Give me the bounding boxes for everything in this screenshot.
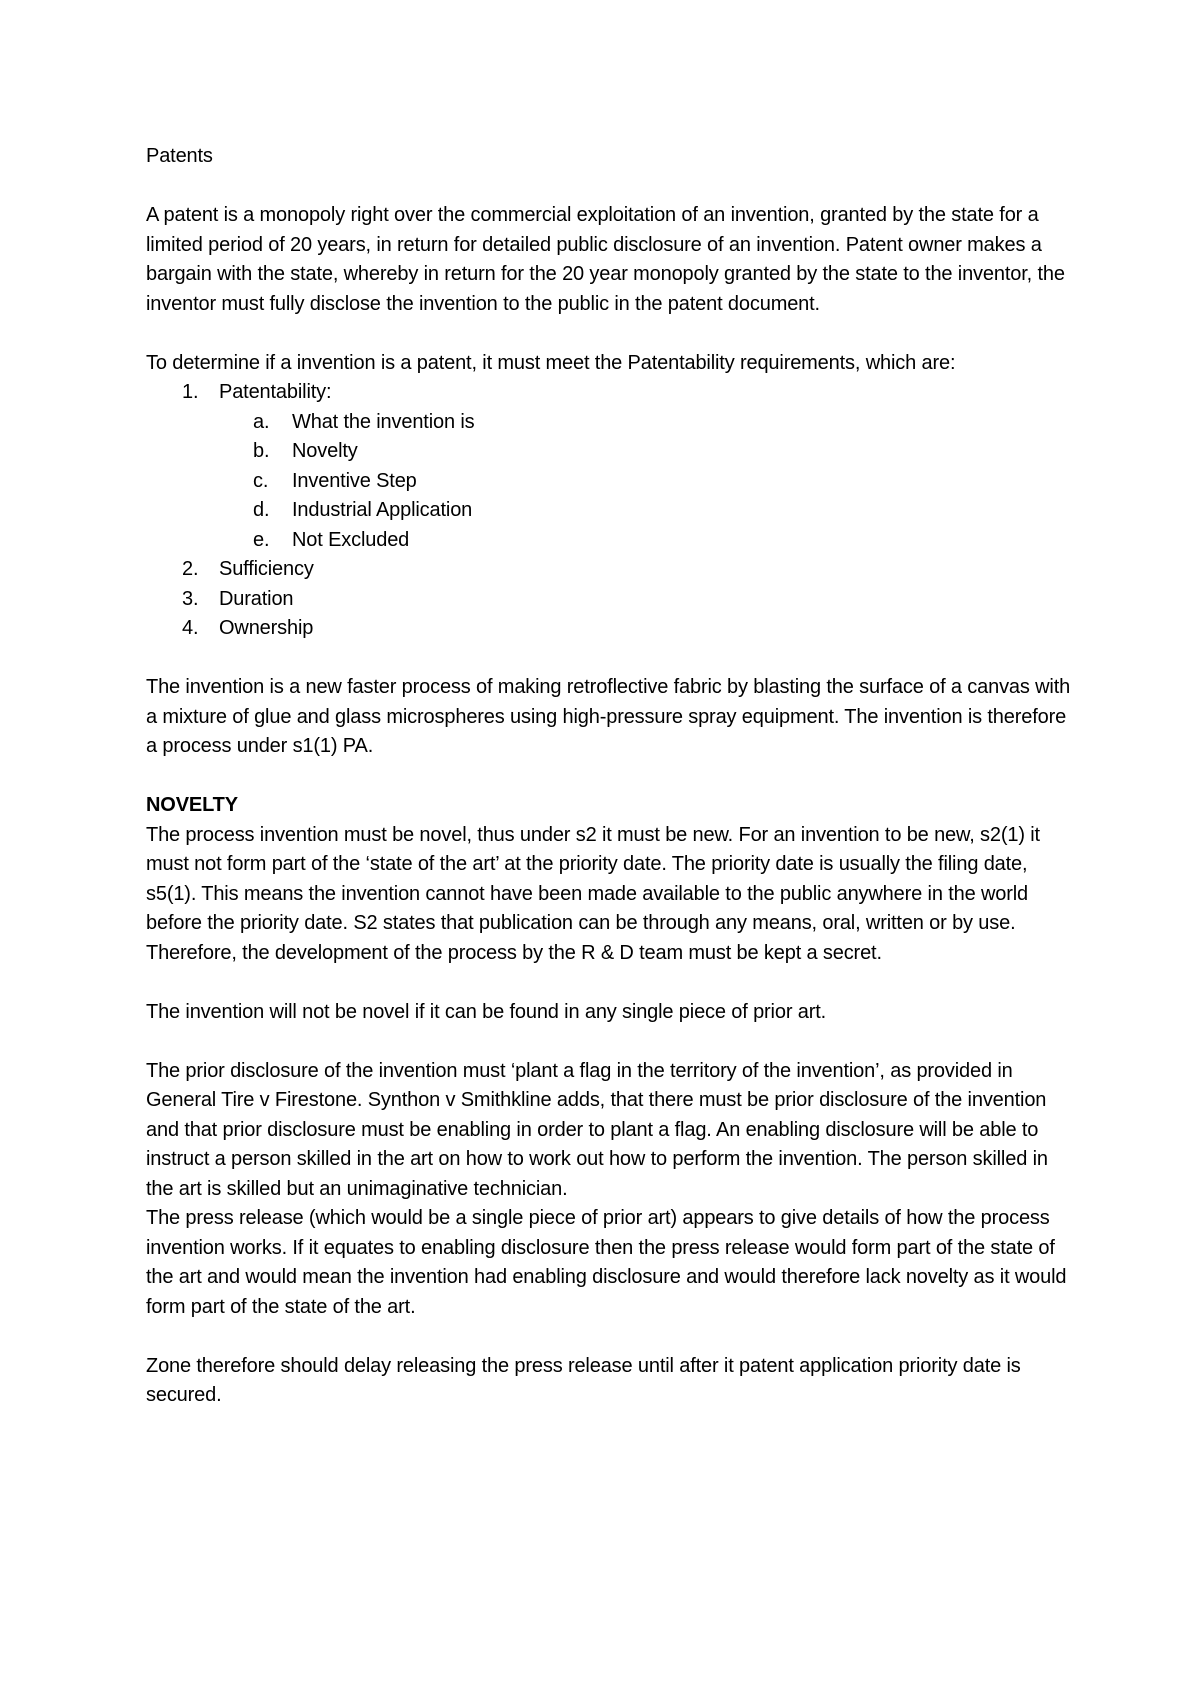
list-item [146, 585, 1076, 615]
document-title: Patents [146, 145, 213, 167]
list-number: 1. [182, 381, 199, 403]
sub-list-item [146, 496, 1076, 526]
list-number: 4. [182, 617, 199, 639]
sub-list-item-label: Inventive Step [292, 469, 417, 492]
novelty-paragraph-2: The invention will not be novel if it can be found in any single piece of prior art. [146, 1000, 827, 1023]
sub-list-item-label: Not Excluded [292, 528, 410, 551]
spacer [146, 644, 1076, 674]
sub-list-item [146, 526, 1076, 556]
sub-list-item-label: Industrial Application [292, 499, 473, 521]
novelty-paragraph-1: The process invention must be novel, thus under s2 it must be new. For an invention to be new, s2(1) it must not form part of the ‘state of the art’ at the priority date. The priority date is usually the filing date, s5(1). This means the invention cannot have been made available to the public anywhere in the world before the priority date. S2 states that publication can be through any means, oral, written or by use. Therefore, the development of the process by the R & D team must be kept a secret. [146, 823, 1040, 964]
invention-description: The invention is a new faster process of making retroflective fabric by blasting the surface of a canvas with a mixture of glue and glass microspheres using high-pressure spray equipment. The invention is therefore a process under s1(1) PA. [146, 676, 1071, 757]
list-number: 2. [182, 558, 199, 580]
spacer [146, 1322, 1076, 1352]
novelty-paragraph-4: The press release (which would be a single piece of prior art) appears to give details of how the process invention works. If it equates to enabling disclosure then the press release would form part of the state of the art and would mean the invention had enabling disclosure and would therefore lack novelty as it would form part of the state of the art. [146, 1207, 1067, 1318]
sub-list-item [146, 467, 1076, 497]
list-number: 3. [182, 587, 199, 610]
intro-paragraph: A patent is a monopoly right over the commercial exploitation of an invention, granted by the state for a limited period of 20 years, in return for detailed public disclosure of an invention. Patent owner makes a bargain with the state, whereby in return for the 20 year monopoly granted by the state to the inventor, the inventor must fully disclose the invention to the public in the patent document. [146, 204, 1065, 315]
sub-list-letter: d. [253, 499, 270, 521]
spacer [146, 172, 1076, 202]
requirements-intro: To determine if a invention is a patent, it must meet the Patentability requirements, which are: [146, 351, 956, 374]
conclusion-paragraph: Zone therefore should delay releasing the press release until after it patent application priority date is secured. [146, 1354, 1021, 1406]
spacer [146, 1027, 1076, 1057]
spacer [146, 968, 1076, 998]
sub-list-item-label: Novelty [292, 440, 358, 462]
sub-list-letter: c. [253, 469, 269, 492]
novelty-heading: NOVELTY [146, 794, 238, 816]
novelty-paragraph-3: The prior disclosure of the invention must ‘plant a flag in the territory of the invention’, as provided in General Tire v Firestone. Synthon v Smithkline adds, that there must be prior disclosure of the invention and that prior disclosure must be enabling in order to plant a flag. An enabling disclosure will be able to instruct a person skilled in the art on how to work out how to perform the invention. The person skilled in the art is skilled but an unimaginative technician. [146, 1059, 1048, 1200]
requirements-list [146, 378, 1076, 644]
sub-list-item [146, 437, 1076, 467]
sub-list-letter: e. [253, 528, 270, 551]
list-item [146, 614, 1076, 644]
list-item [146, 378, 1076, 555]
spacer [146, 319, 1076, 349]
spacer [146, 762, 1076, 792]
sub-list-letter: b. [253, 440, 270, 462]
document-page [146, 142, 1076, 1411]
patentability-sublist [219, 408, 1076, 556]
sub-list-letter: a. [253, 410, 270, 433]
list-item-label: Ownership [219, 617, 314, 639]
list-item-label: Patentability: [219, 381, 332, 403]
list-item [146, 555, 1076, 585]
sub-list-item-label: What the invention is [292, 410, 475, 433]
list-item-label: Duration [219, 587, 294, 610]
sub-list-item [146, 408, 1076, 438]
list-item-label: Sufficiency [219, 558, 314, 580]
